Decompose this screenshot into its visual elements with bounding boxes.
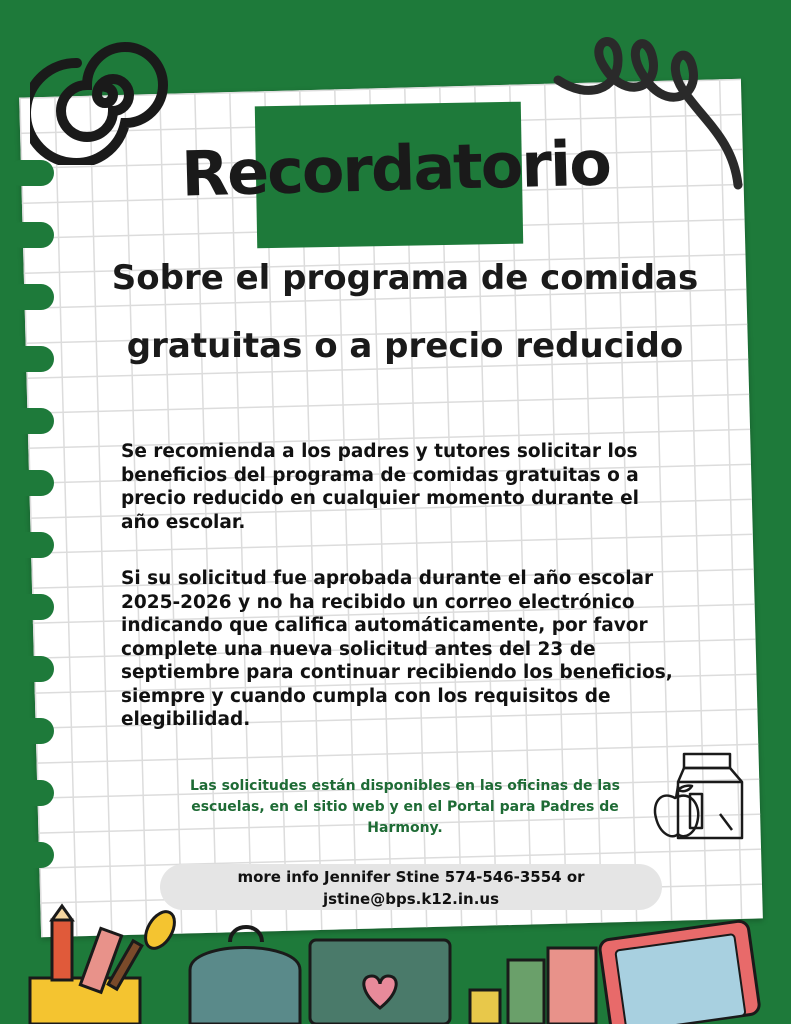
paragraph-application: Si su solicitud fue aprobada durante el año escolar 2025-2026 y no ha recibido un correo electrónico indicando que califica automáticamente, por favor complete una nueva solicitud antes del 23 de septiembre para continuar recibiendo los beneficios, siempre y cuando cumpla con los requisitos de elegibilidad.: [121, 568, 673, 730]
availability-note: Las solicitudes están disponibles en las oficinas de las escuelas, en el sitio web y en el Portal para Padres de Harmony.: [190, 778, 620, 836]
lunch-apple-milk-icon: [650, 748, 750, 844]
subtitle: Sobre el programa de comidas gratuitas o a precio reducido: [111, 258, 699, 366]
page-title: Recordatorio: [180, 126, 611, 211]
paragraph-parents: Se recomienda a los padres y tutores solicitar los beneficios del programa de comidas gratuitas o a precio reducido en cualquier momento durante el año escolar.: [121, 441, 640, 533]
contact-pill: more info Jennifer Stine 574-546-3554 or jstine@bps.k12.in.us: [160, 864, 662, 910]
school-supplies-illustration: [0, 900, 791, 1024]
